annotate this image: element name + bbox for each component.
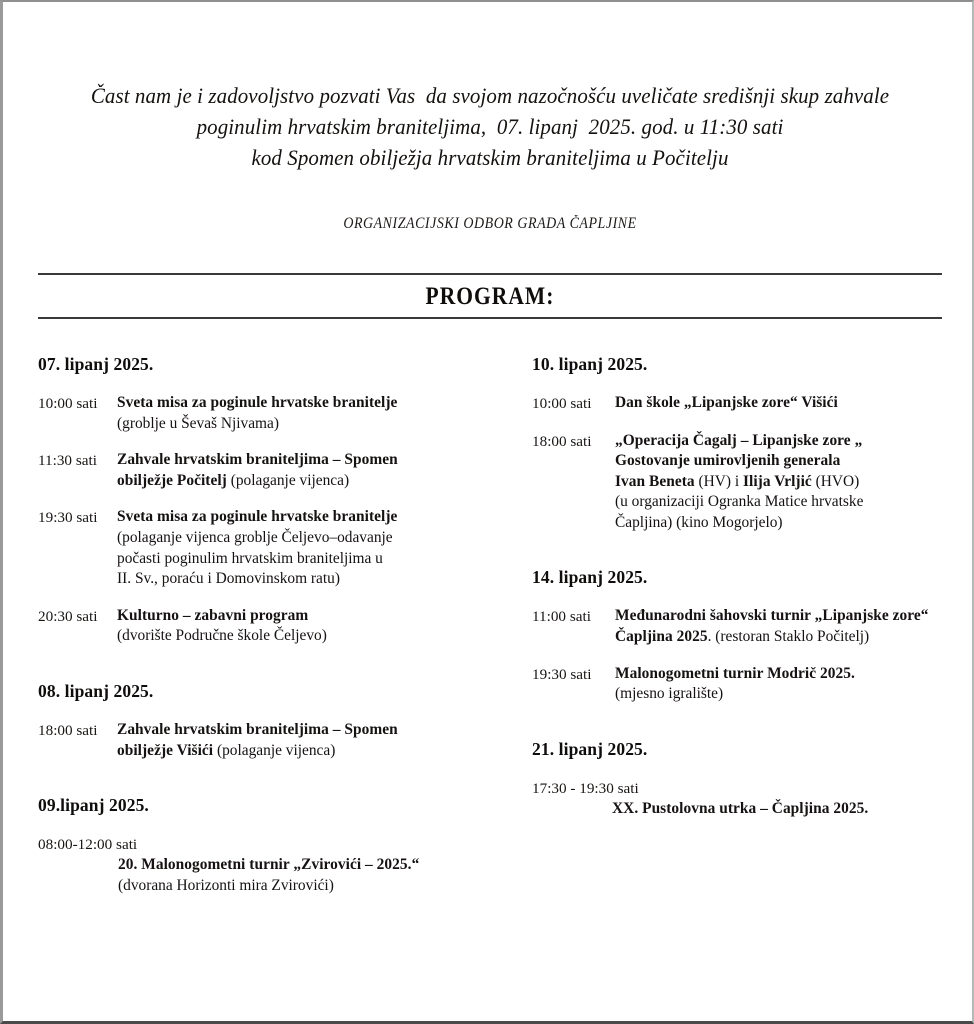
entry-title-bold-2: obilježje Višići	[117, 741, 214, 759]
entry-note-line-1: (dvorana Horizonti mira Zvirovići)	[118, 876, 334, 894]
schedule-column-right	[532, 354, 962, 835]
day-heading: 21. lipanj 2025.	[532, 738, 648, 759]
entry-detail	[615, 431, 962, 534]
entry-title-bold-2: Gostovanje umirovljenih generala	[615, 452, 841, 470]
entry-venue-inline: (polaganje vijenca)	[226, 471, 350, 489]
guest-affiliation-1: (HV) i	[694, 472, 743, 490]
day-heading: 07. lipanj 2025.	[38, 354, 154, 374]
schedule-entry	[38, 834, 498, 896]
entry-detail	[532, 799, 962, 820]
entry-title-bold: Međunarodni šahovski turnir „Lipanjske zore“	[615, 607, 929, 625]
entry-detail	[117, 450, 498, 491]
invitation-line-3: kod Spomen obilježja hrvatskim braniteljima u Počitelju	[251, 145, 729, 170]
invitation-line-2: poginulim hrvatskim braniteljima, 07. lipanj 2025. god. u 11:30 sati	[196, 114, 784, 139]
entry-detail	[117, 393, 498, 434]
entry-note-line-1: (u organizaciji Ogranka Matice hrvatske	[615, 493, 864, 511]
entry-venue-inline: (polaganje vijenca)	[213, 741, 336, 759]
entry-time: 10:00 sati	[532, 395, 592, 412]
entry-detail	[38, 855, 498, 896]
entry-title-bold: Malonogometni turnir Modrič 2025.	[615, 664, 855, 682]
entry-title-line-2	[615, 627, 962, 648]
schedule-entry	[38, 450, 498, 491]
entry-note-line-3: II. Sv., poraću i Domovinskom ratu)	[117, 570, 340, 588]
schedule-entry	[532, 606, 962, 647]
entry-note-line-1: (polaganje vijenca groblje Čeljevo–odavanje	[117, 528, 393, 546]
entry-title-bold-2: obilježje Počitelj	[117, 471, 227, 489]
entry-time: 19:30 sati	[38, 509, 98, 527]
schedule-entry	[38, 606, 498, 647]
entry-note-line-1: (groblje u Ševaš Njivama)	[117, 414, 279, 432]
entry-note-line-1: (dvorište Područne škole Čeljevo)	[117, 627, 327, 645]
day-heading: 09.lipanj 2025.	[38, 795, 149, 816]
entry-title-bold: Kulturno – zabavni program	[117, 606, 309, 624]
entry-title-bold: Dan škole „Lipanjske zore“ Višići	[615, 394, 838, 411]
entry-title-bold: „Operacija Čagalj – Lipanjske zore „	[615, 431, 863, 449]
entry-time: 18:00 sati	[532, 432, 592, 450]
entry-title-line-2	[615, 451, 962, 472]
guest-name-1: Ivan Beneta	[615, 472, 695, 490]
entry-time: 11:00 sati	[532, 608, 591, 626]
guest-name-2: Ilija Vrljić	[742, 472, 812, 490]
day-heading: 08. lipanj 2025.	[38, 680, 154, 701]
entry-title-line	[117, 450, 498, 471]
schedule-column-left	[38, 354, 498, 912]
entry-note-line-2: počasti poginulim hrvatskim braniteljima u	[117, 549, 383, 567]
entry-title-bold: Sveta misa za poginule hrvatske branitelje	[117, 508, 398, 526]
entry-title-line	[615, 431, 962, 452]
entry-time: 11:30 sati	[38, 452, 97, 470]
entry-title-line	[117, 393, 498, 414]
program-banner	[38, 273, 942, 319]
entry-title-line-2	[117, 471, 498, 492]
entry-time: 17:30 - 19:30 sati	[532, 779, 639, 797]
entry-title-bold-2: Čapljina 2025	[615, 628, 708, 646]
schedule-entry	[532, 431, 962, 534]
entry-detail	[615, 606, 962, 647]
entry-detail	[615, 393, 962, 414]
day-heading: 14. lipanj 2025.	[532, 567, 648, 588]
entry-time: 20:30 sati	[38, 607, 98, 625]
schedule-entry	[38, 507, 498, 589]
entry-title-bold: XX. Pustolovna utrka – Čapljina 2025.	[612, 799, 869, 817]
entry-time: 10:00 sati	[38, 395, 98, 412]
entry-time: 19:30 sati	[532, 665, 592, 683]
entry-title-line	[615, 393, 962, 414]
entry-title-line	[615, 606, 962, 627]
program-heading: PROGRAM:	[425, 283, 555, 310]
rule-bottom	[38, 317, 942, 319]
entry-time: 18:00 sati	[38, 721, 98, 739]
entry-title-line	[615, 664, 962, 685]
entry-time: 08:00-12:00 sati	[38, 836, 138, 854]
entry-title-line	[118, 855, 498, 876]
invitation-line-1: Čast nam je i zadovoljstvo pozvati Vas da svojom nazočnošću uveličate središnji skup zahvale	[90, 83, 890, 108]
entry-title-bold: 20. Malonogometni turnir „Zvirovići – 2025.“	[118, 856, 420, 874]
guest-affiliation-2: (HVO)	[811, 472, 860, 490]
entry-note-line-2: Čapljina) (kino Mogorjelo)	[615, 513, 783, 531]
schedule-entry	[38, 393, 498, 434]
entry-note-line-1: (mjesno igralište)	[615, 685, 724, 703]
entry-title-bold: Zahvale hrvatskim braniteljima – Spomen	[117, 451, 398, 469]
entry-title-line-2	[117, 741, 498, 762]
invitation-text	[37, 80, 943, 173]
entry-title-line	[117, 606, 498, 627]
schedule-entry	[532, 664, 962, 705]
entry-title-line	[117, 507, 498, 528]
organizing-committee: ORGANIZACIJSKI ODBOR GRADA ČAPLJINE	[343, 215, 637, 232]
entry-detail	[117, 720, 498, 761]
entry-detail	[117, 507, 498, 589]
schedule-entry	[38, 720, 498, 761]
schedule-entry	[532, 778, 962, 820]
entry-detail	[615, 664, 962, 705]
entry-detail	[117, 606, 498, 647]
entry-title-bold: Sveta misa za poginule hrvatske branitelje	[117, 394, 398, 411]
schedule-entry	[532, 393, 962, 415]
entry-title-line	[117, 720, 498, 741]
day-heading: 10. lipanj 2025.	[532, 354, 648, 374]
entry-guests-line	[615, 472, 962, 493]
entry-title-bold: Zahvale hrvatskim braniteljima – Spomen	[117, 720, 398, 738]
entry-title-line	[612, 799, 962, 820]
entry-venue-inline: . (restoran Staklo Počitelj)	[707, 628, 870, 646]
